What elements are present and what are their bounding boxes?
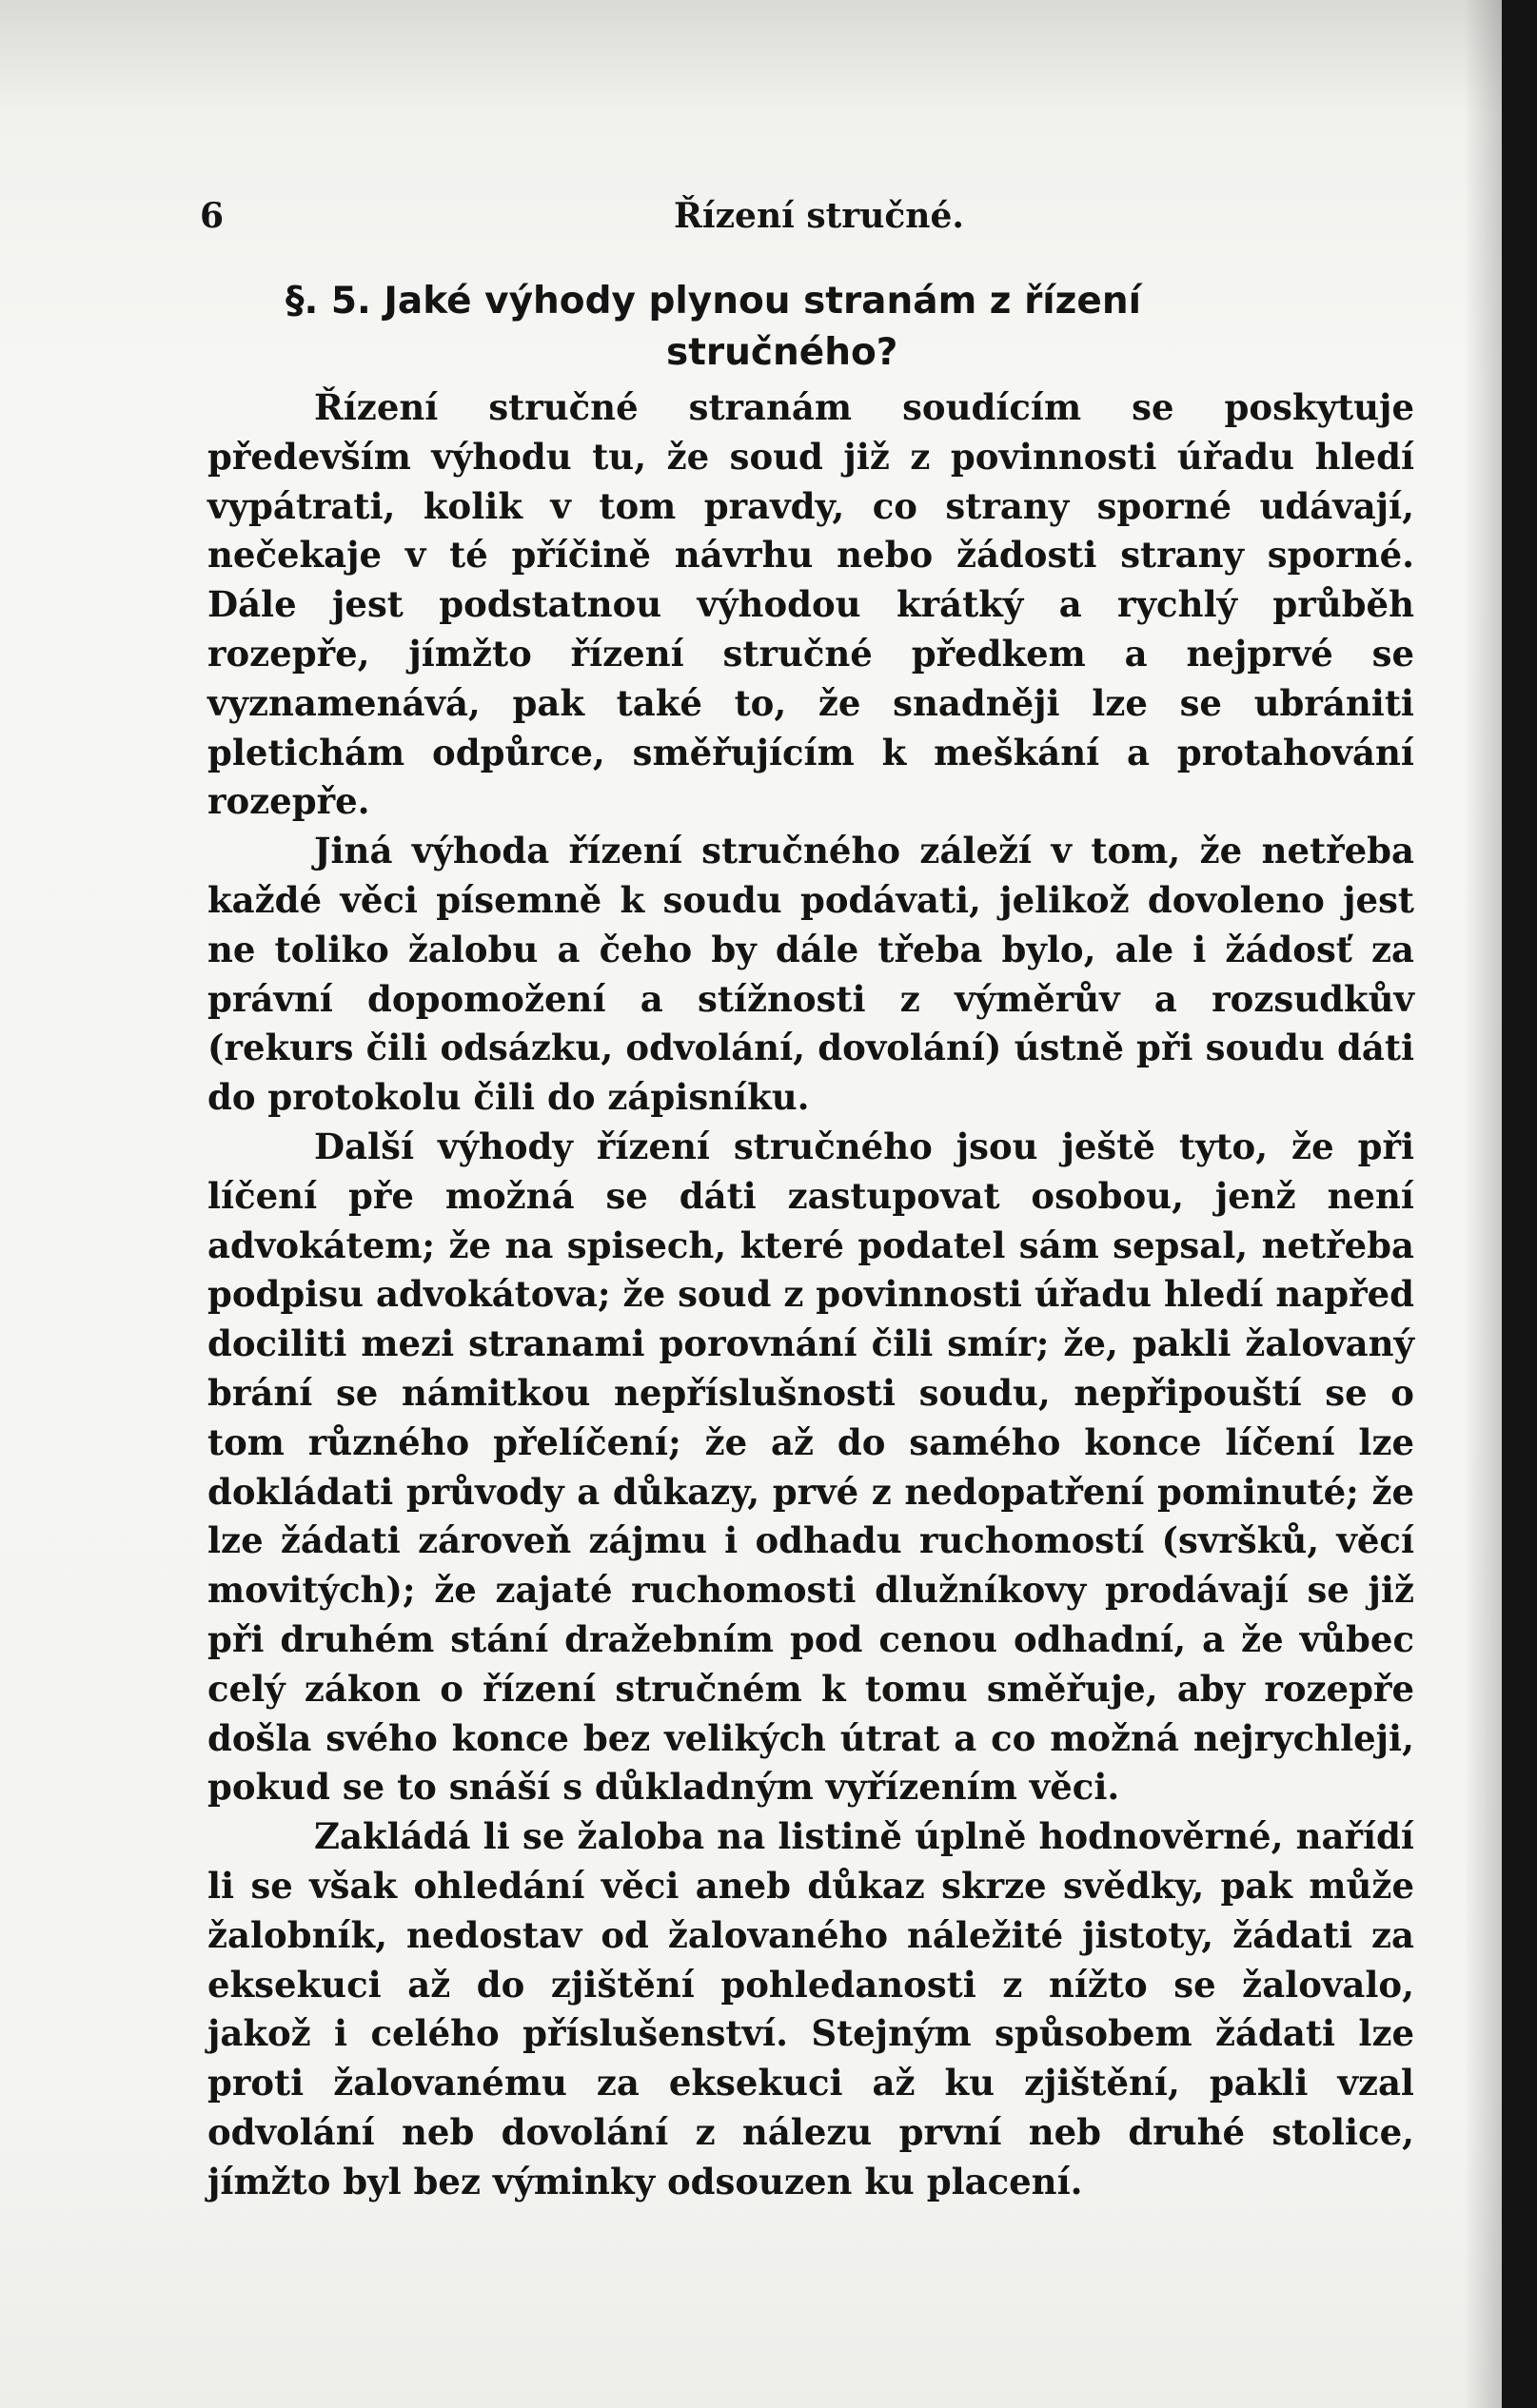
page-header xyxy=(0,190,1502,247)
page-number: 6 xyxy=(200,196,225,236)
section-heading xyxy=(286,276,1332,379)
paragraph-2: Jiná výhoda řízení stručného záleží v tom, že netřeba každé věci písemně k soudu podávati, jelikož dovoleno jest ne toliko žalobu a čeho by dále třeba bylo, ale i žádosť za právní dopomožení a stížnosti z výměrův a rozsudkův (rekurs čili odsázku, odvolání, dovolání) ústně při soudu dáti do protokolu čili do zápisníku. xyxy=(207,830,1414,1119)
paragraph-1: Řízení stručné stranám soudícím se poskytuje především výhodu tu, že soud již z povinnosti úřadu hledí vypátrati, kolik v tom pravdy, co strany sporné udávají, nečekaje v té příčině návrhu nebo žádosti strany sporné. Dále jest podstatnou výhodou krátký a rychlý průběh rozepře, jímžto řízení stručné předkem a nejprvé se vyznamenává, pak také to, že snadněji lze se ubrániti pletichám odpůrce, směřujícím k meškání a protahování rozepře. xyxy=(207,386,1414,823)
paragraph-4: Zakládá li se žaloba na listině úplně hodnověrné, nařídí li se však ohledání věci aneb důkaz skrze svědky, pak může žalobník, nedostav od žalovaného náležité jistoty, žádati za eksekuci až do zjištění pohledanosti z nížto se žalovalo, jakož i celého příslušenství. Stejným spůsobem žádati lze proti žalovanému za eksekuci až ku zjištění, pakli vzal odvolání neb dovolání z nálezu první neb druhé stolice, jímžto byl bez výminky odsouzen ku placení. xyxy=(207,1815,1414,2202)
page-edge-shadow xyxy=(1464,0,1502,2408)
paragraph-3: Další výhody řízení stručného jsou ještě tyto, že při líčení pře možná se dáti zastupovat osobou, jenž není advokátem; že na spisech, které podatel sám sepsal, netřeba podpisu advokátova; že soud z povinnosti úřadu hledí napřed dociliti mezi stranami porovnání čili smír; že, pakli žalovaný brání se námitkou nepříslušnosti soudu, nepřipouští se o tom různého přelíčení; že až do samého konce líčení lze dokládati průvody a důkazy, prvé z nedopatření pominuté; že lze žádati zároveň zájmu i odhadu ruchomostí (svršků, věcí movitých); že zajaté ruchomosti dlužníkovy prodávají se již při druhém stání dražebním pod cenou odhadní, a že vůbec celý zákon o řízení stručném k tomu směřuje, aby rozepře došla svého konce bez velikých útrat a co možná nejrychleji, pokud se to snáší s důkladným vyřízením věci. xyxy=(207,1125,1414,1809)
section-heading-line1: §. 5. Jaké výhody plynou stranám z řízení xyxy=(286,280,1141,323)
running-title: Řízení stručné. xyxy=(674,196,964,236)
body-text xyxy=(207,383,1414,2206)
section-heading-line2: stručného? xyxy=(666,331,898,374)
